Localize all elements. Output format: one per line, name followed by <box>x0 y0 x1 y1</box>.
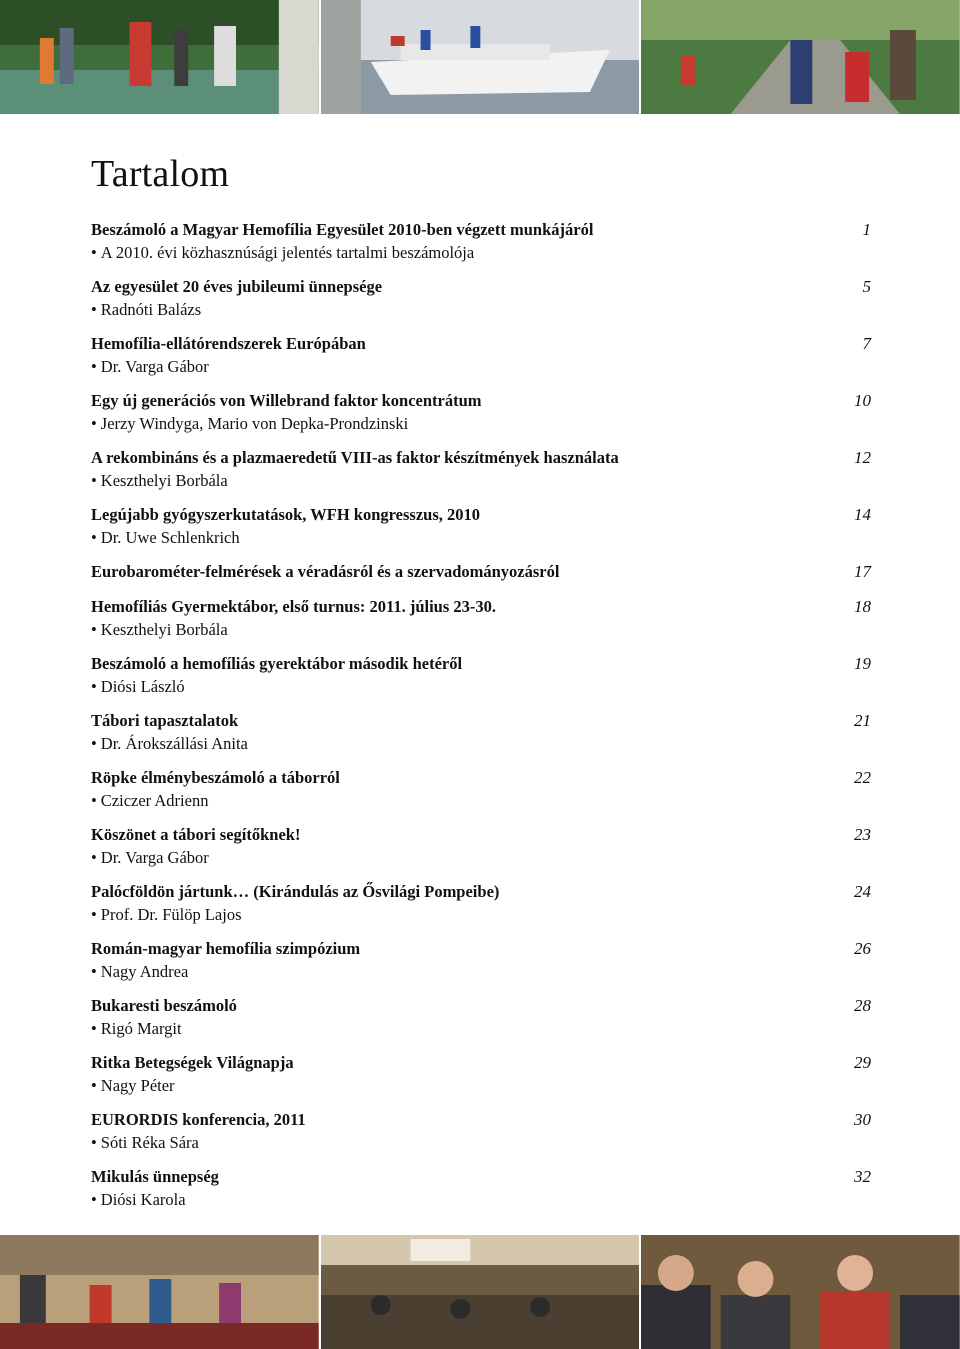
page-title: Tartalom <box>91 153 230 195</box>
toc-entry-author <box>91 298 871 321</box>
toc-entry-page-number: 26 <box>854 939 871 958</box>
toc-entry-title: Beszámoló a Magyar Hemofília Egyesület 2010-ben végzett munkájáról <box>91 220 594 239</box>
bullet: • <box>91 962 97 981</box>
toc-entry-row <box>91 1051 871 1074</box>
bottom-photo-strip <box>0 1235 960 1349</box>
bullet: • <box>91 677 97 696</box>
toc-entry-row <box>91 937 871 960</box>
toc-entry-author-text: Dr. Uwe Schlenkrich <box>100 528 240 547</box>
toc-entry-author <box>91 846 871 869</box>
toc-entry <box>91 503 871 549</box>
toc-entry-author <box>91 732 871 755</box>
top-photo-strip <box>0 0 960 114</box>
toc-entry-row <box>91 275 871 298</box>
toc-entry <box>91 1165 871 1211</box>
toc-entry-author-text: Dr. Varga Gábor <box>100 357 209 376</box>
toc-entry-author-text: Sóti Réka Sára <box>100 1133 199 1152</box>
bullet: • <box>91 1076 97 1095</box>
bullet: • <box>91 357 97 376</box>
toc-entry-row <box>91 560 871 583</box>
toc-entry-page-number: 21 <box>854 711 871 730</box>
toc-entry-row <box>91 652 871 675</box>
toc-entry <box>91 332 871 378</box>
bullet: • <box>91 414 97 433</box>
toc-entry <box>91 275 871 321</box>
toc-entry-row <box>91 766 871 789</box>
toc-entry-author-text: Rigó Margit <box>100 1019 182 1038</box>
toc-entry <box>91 218 871 264</box>
toc-entry-author-text: Keszthelyi Borbála <box>100 471 228 490</box>
toc-entry-page-number: 1 <box>862 220 871 239</box>
photo-boat <box>321 0 640 114</box>
toc-entry <box>91 766 871 812</box>
toc-entry-title: Hemofíliás Gyermektábor, első turnus: 2011. július 23-30. <box>91 597 497 616</box>
toc-entry-row <box>91 332 871 355</box>
toc-entry <box>91 994 871 1040</box>
toc-entry-author-text: Jerzy Windyga, Mario von Depka-Prondzinski <box>100 414 409 433</box>
toc-entry-author <box>91 355 871 378</box>
toc-entry-author-text: Cziczer Adrienn <box>100 791 209 810</box>
toc-entry-title: A rekombináns és a plazmaeredetű VIII-as faktor készítmények használata <box>91 448 619 467</box>
toc-entry-title: Röpke élménybeszámoló a táborról <box>91 768 340 787</box>
toc-entry-page-number: 23 <box>854 825 871 844</box>
toc-entry-author-text: Nagy Andrea <box>100 962 189 981</box>
toc-entry-row <box>91 446 871 469</box>
toc-entry-author-text: Radnóti Balázs <box>100 300 202 319</box>
toc-entry-author <box>91 789 871 812</box>
toc-entry-title: Hemofília-ellátórendszerek Európában <box>91 334 366 353</box>
toc-entry <box>91 595 871 641</box>
toc-entry-title: Román-magyar hemofília szimpózium <box>91 939 361 958</box>
photo-children-audience <box>0 1235 319 1349</box>
toc-entry-title: Tábori tapasztalatok <box>91 711 239 730</box>
toc-entry-title: Beszámoló a hemofíliás gyerektábor második hetéről <box>91 654 463 673</box>
toc-entry-row <box>91 994 871 1017</box>
toc-entry-author <box>91 1017 871 1040</box>
toc-entry-row <box>91 1165 871 1188</box>
bullet: • <box>91 1190 97 1209</box>
table-of-contents <box>91 218 871 1222</box>
toc-entry-author <box>91 1131 871 1154</box>
toc-entry-author <box>91 675 871 698</box>
toc-entry-author <box>91 526 871 549</box>
toc-entry <box>91 560 871 583</box>
toc-entry-author <box>91 469 871 492</box>
toc-entry-title: EURORDIS konferencia, 2011 <box>91 1110 306 1129</box>
bullet: • <box>91 1133 97 1152</box>
toc-entry-title: Mikulás ünnepség <box>91 1167 219 1186</box>
toc-entry-title: Az egyesület 20 éves jubileumi ünnepsége <box>91 277 383 296</box>
toc-entry <box>91 389 871 435</box>
toc-entry-row <box>91 823 871 846</box>
bullet: • <box>91 528 97 547</box>
toc-entry-row <box>91 709 871 732</box>
toc-entry-title: Köszönet a tábori segítőknek! <box>91 825 301 844</box>
toc-entry-title: Ritka Betegségek Világnapja <box>91 1053 294 1072</box>
toc-entry <box>91 652 871 698</box>
toc-entry-page-number: 29 <box>854 1053 871 1072</box>
toc-entry-page-number: 24 <box>854 882 871 901</box>
toc-entry-row <box>91 503 871 526</box>
bullet: • <box>91 243 97 262</box>
photo-walking-crowd <box>641 0 960 114</box>
toc-entry-author-text: Diósi Karola <box>100 1190 186 1209</box>
toc-entry-row <box>91 1108 871 1131</box>
toc-entry <box>91 709 871 755</box>
toc-entry-page-number: 19 <box>854 654 871 673</box>
toc-entry-page-number: 5 <box>862 277 871 296</box>
toc-entry <box>91 937 871 983</box>
bullet: • <box>91 620 97 639</box>
toc-entry-author-text: Prof. Dr. Fülöp Lajos <box>100 905 242 924</box>
toc-entry-author-text: A 2010. évi közhasznúsági jelentés tartalmi beszámolója <box>100 243 475 262</box>
toc-entry-author <box>91 241 871 264</box>
toc-entry <box>91 1051 871 1097</box>
bullet: • <box>91 848 97 867</box>
toc-entry-page-number: 10 <box>854 391 871 410</box>
toc-entry-author-text: Diósi László <box>100 677 185 696</box>
toc-entry-author-text: Keszthelyi Borbála <box>100 620 228 639</box>
toc-entry-row <box>91 389 871 412</box>
toc-entry-page-number: 17 <box>854 562 871 581</box>
toc-entry <box>91 1108 871 1154</box>
bullet: • <box>91 300 97 319</box>
toc-entry-author <box>91 1074 871 1097</box>
bullet: • <box>91 791 97 810</box>
bullet: • <box>91 1019 97 1038</box>
toc-entry <box>91 823 871 869</box>
toc-entry <box>91 880 871 926</box>
toc-entry-author <box>91 960 871 983</box>
toc-entry-author-text: Nagy Péter <box>100 1076 175 1095</box>
toc-entry-page-number: 12 <box>854 448 871 467</box>
toc-entry-author <box>91 412 871 435</box>
toc-entry-page-number: 22 <box>854 768 871 787</box>
toc-entry-page-number: 28 <box>854 996 871 1015</box>
toc-entry-row <box>91 218 871 241</box>
toc-entry-title: Bukaresti beszámoló <box>91 996 237 1015</box>
bullet: • <box>91 734 97 753</box>
toc-entry <box>91 446 871 492</box>
toc-entry-row <box>91 595 871 618</box>
toc-entry-title: Palócföldön jártunk… (Kirándulás az Ősvilági Pompeibe) <box>91 882 500 901</box>
photo-conference-hall <box>321 1235 640 1349</box>
photo-sports-court <box>0 0 319 114</box>
toc-entry-title: Eurobarométer-felmérések a véradásról és a szervadományozásról <box>91 562 560 581</box>
toc-entry-author-text: Dr. Varga Gábor <box>100 848 209 867</box>
toc-entry-author <box>91 1188 871 1211</box>
toc-entry-page-number: 18 <box>854 597 871 616</box>
bullet: • <box>91 471 97 490</box>
toc-entry-author <box>91 903 871 926</box>
toc-entry-page-number: 30 <box>854 1110 871 1129</box>
toc-entry-row <box>91 880 871 903</box>
toc-entry-page-number: 32 <box>854 1167 871 1186</box>
toc-entry-author-text: Dr. Árokszállási Anita <box>100 734 248 753</box>
bullet: • <box>91 905 97 924</box>
photo-attendees <box>641 1235 960 1349</box>
toc-entry-author <box>91 618 871 641</box>
toc-entry-title: Egy új generációs von Willebrand faktor koncentrátum <box>91 391 482 410</box>
toc-entry-page-number: 7 <box>862 334 871 353</box>
toc-entry-page-number: 14 <box>854 505 871 524</box>
toc-entry-title: Legújabb gyógyszerkutatások, WFH kongresszus, 2010 <box>91 505 481 524</box>
